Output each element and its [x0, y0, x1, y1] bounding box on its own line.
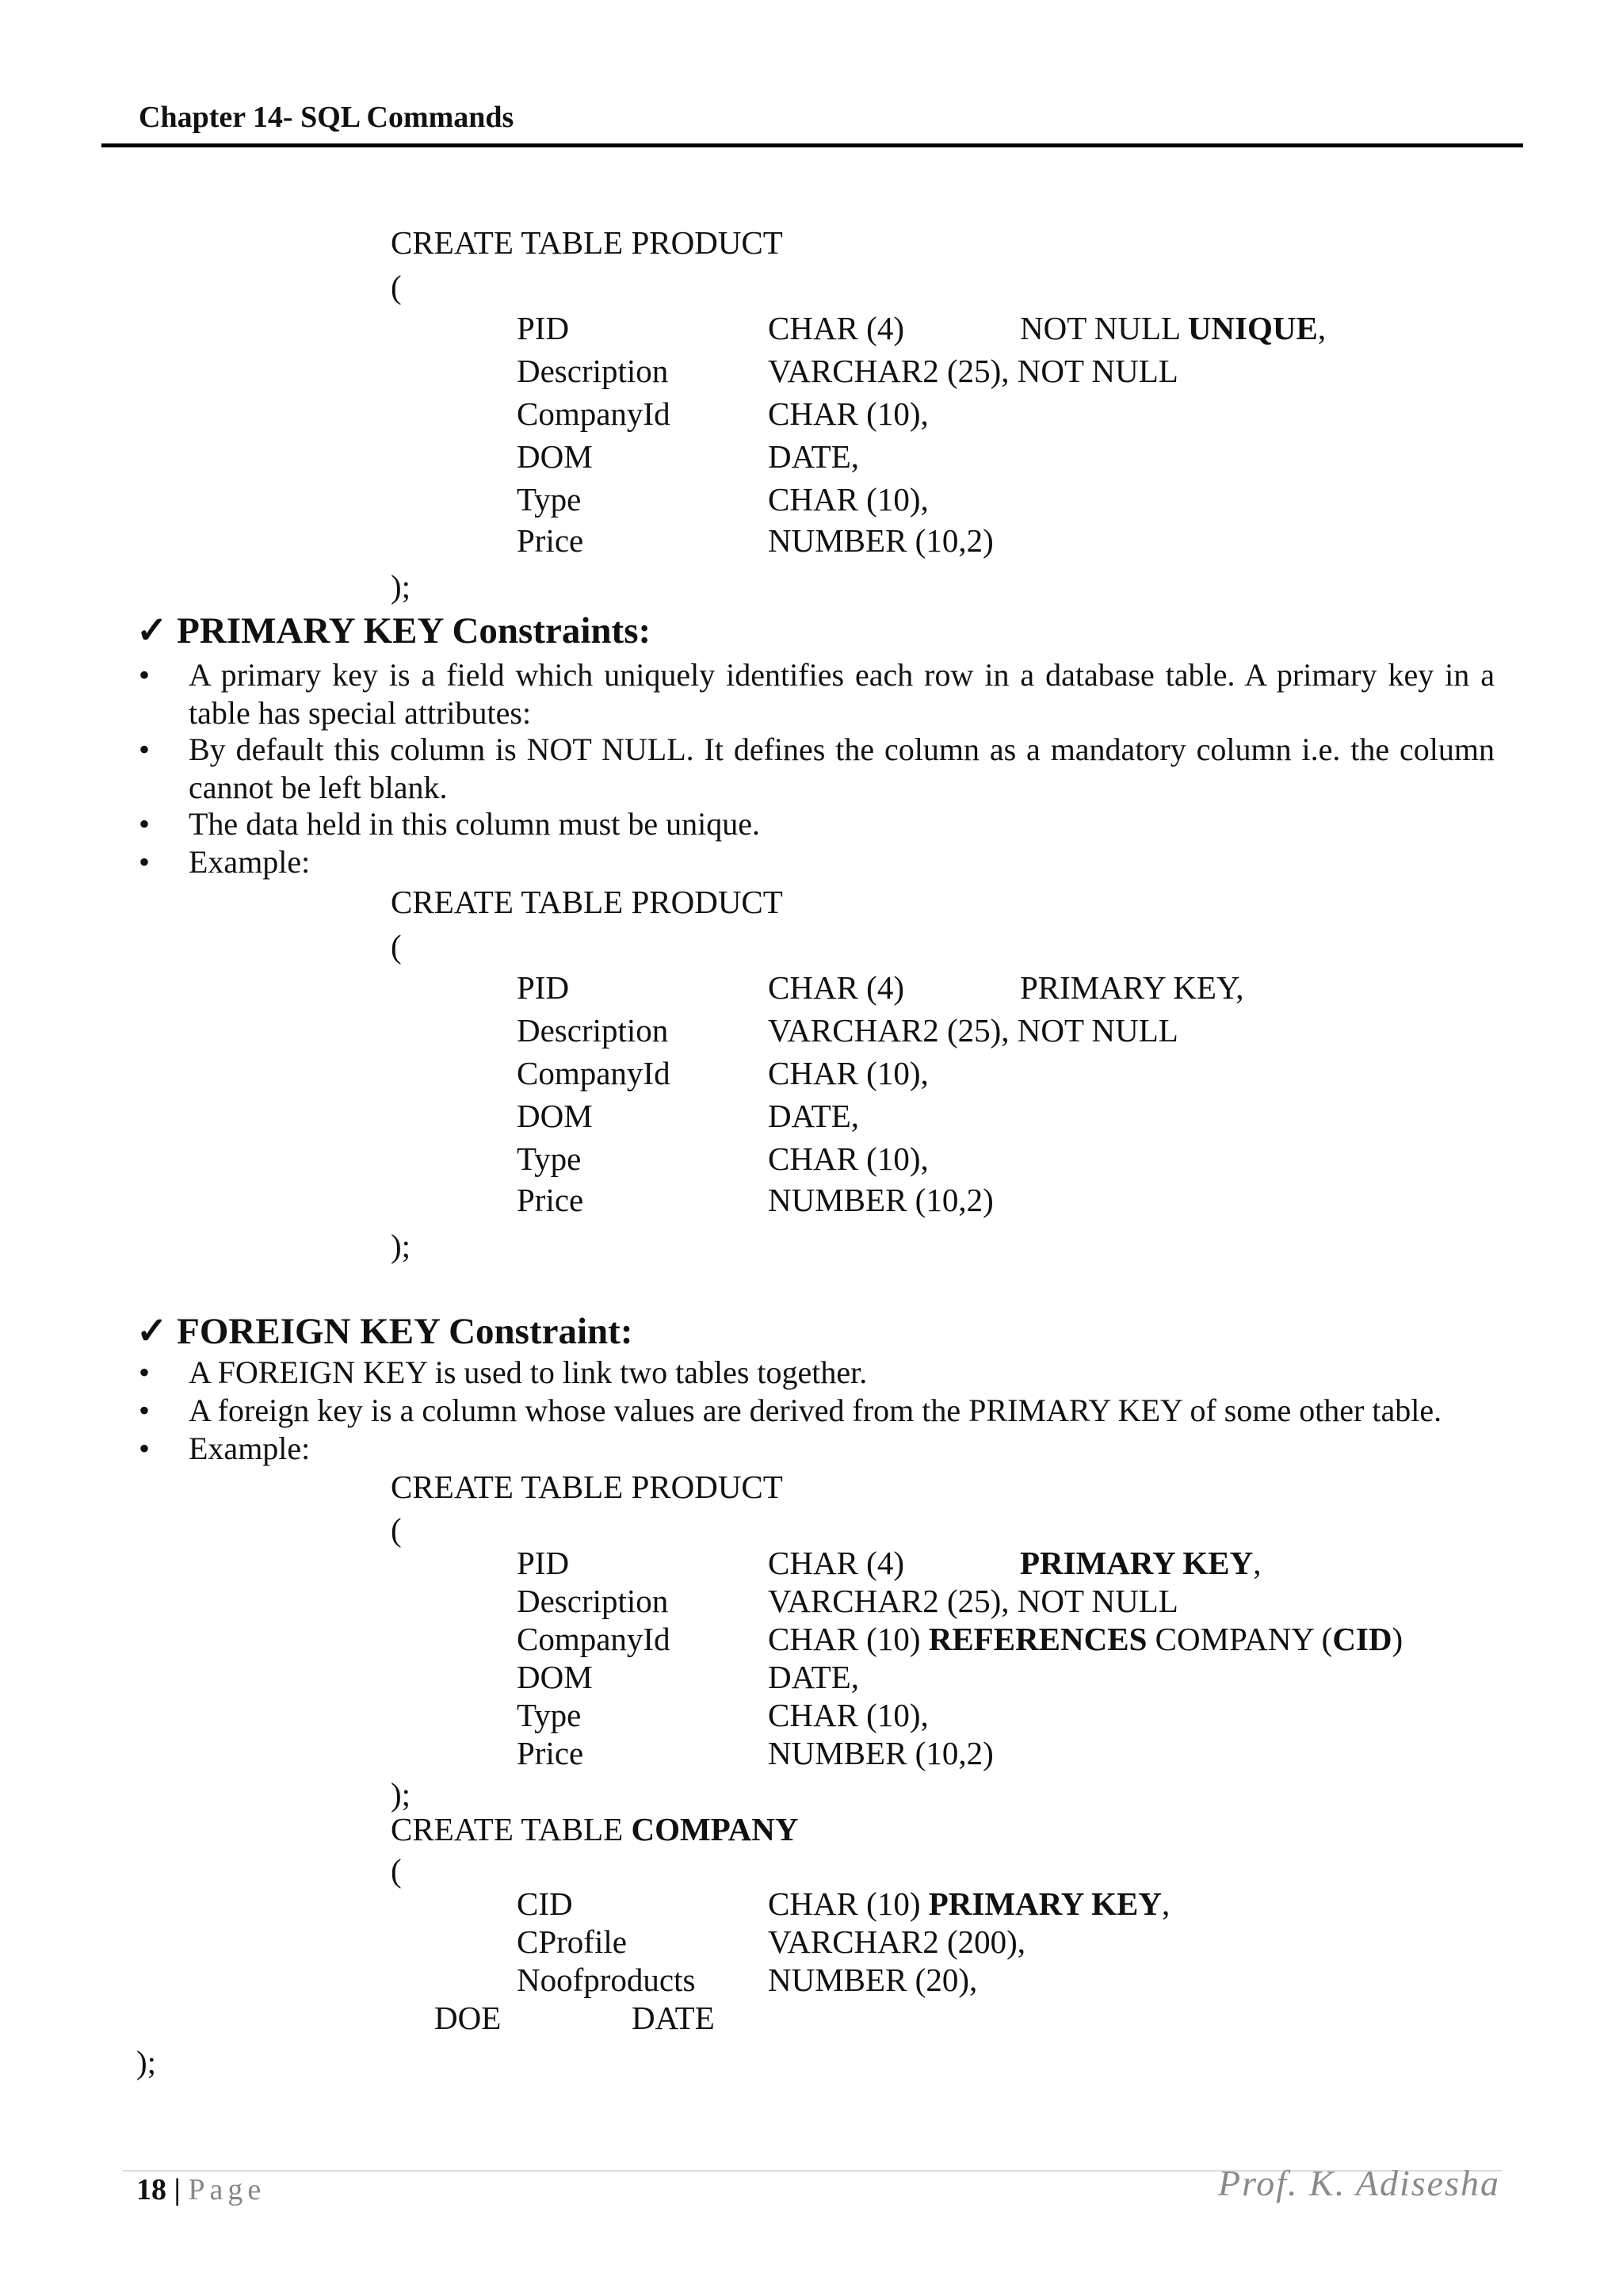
- bullet-text: A foreign key is a column whose values are derived from the PRIMARY KEY of some other table.: [189, 1392, 1442, 1428]
- bullet-icon: •: [139, 1431, 151, 1466]
- code-type: VARCHAR2 (25), NOT NULL: [768, 353, 1178, 389]
- code-constraint: NOT NULL UNIQUE,: [1020, 310, 1327, 346]
- code-close: );: [391, 1776, 411, 1813]
- page-number: 18 | Page: [136, 2173, 266, 2206]
- bullet-text: The data held in this column must be unique.: [189, 806, 760, 842]
- bullet-text: Example:: [189, 844, 311, 880]
- code-col: DOM: [517, 438, 593, 475]
- code-type: DATE,: [768, 1659, 860, 1695]
- code-constraint: PRIMARY KEY,: [1020, 969, 1244, 1006]
- code-col: Description: [517, 1012, 669, 1049]
- code-type: CHAR (4): [768, 310, 904, 346]
- code-col: PID: [517, 969, 570, 1006]
- code-col: DOM: [517, 1098, 593, 1134]
- code-type: VARCHAR2 (25), NOT NULL: [768, 1583, 1178, 1619]
- bullet-icon: •: [139, 806, 151, 842]
- code-open-paren: (: [391, 928, 402, 965]
- footer-author: Prof. K. Adisesha: [1217, 2163, 1500, 2203]
- code-type: DATE,: [768, 1098, 860, 1134]
- code-close: );: [136, 2044, 157, 2080]
- bullet-icon: •: [139, 844, 151, 880]
- code-close: );: [391, 568, 411, 605]
- code-type: CHAR (4): [768, 1545, 904, 1581]
- code-create: CREATE TABLE PRODUCT: [391, 224, 783, 261]
- code-type: CHAR (10),: [768, 1140, 929, 1177]
- code-col: CProfile: [517, 1924, 627, 1960]
- bullet-icon: •: [139, 657, 151, 693]
- code-type: NUMBER (10,2): [768, 1735, 994, 1771]
- code-type: DATE: [632, 2000, 715, 2036]
- header-rule: [101, 143, 1523, 147]
- code-type-references: CHAR (10) REFERENCES COMPANY (CID): [768, 1621, 1403, 1657]
- code-col: Price: [517, 522, 584, 559]
- code-col: CompanyId: [517, 1055, 670, 1091]
- code-close: );: [391, 1228, 411, 1264]
- bullet-text: Example:: [189, 1431, 311, 1466]
- code-type: CHAR (10),: [768, 395, 929, 432]
- bullet-text: A primary key is a field which uniquely identifies each row in a database table. A primary key in a table has special attributes:: [189, 657, 1495, 731]
- code-type: NUMBER (10,2): [768, 1182, 994, 1218]
- code-type: CHAR (10),: [768, 481, 929, 518]
- section-heading-primary-key: ✓ PRIMARY KEY Constraints:: [136, 610, 651, 651]
- code-open-paren: (: [391, 1852, 402, 1889]
- code-create: CREATE TABLE PRODUCT: [391, 1469, 783, 1505]
- code-col: CompanyId: [517, 1621, 670, 1657]
- code-type: NUMBER (20),: [768, 1962, 978, 1998]
- code-type: CHAR (10) PRIMARY KEY,: [768, 1885, 1170, 1922]
- bullet-icon: •: [139, 732, 151, 767]
- code-open-paren: (: [391, 1511, 402, 1548]
- code-type: DATE,: [768, 438, 860, 475]
- code-col: PID: [517, 1545, 570, 1581]
- code-create-company: CREATE TABLE COMPANY: [391, 1811, 799, 1847]
- code-col: Price: [517, 1182, 584, 1218]
- code-type: CHAR (4): [768, 969, 904, 1006]
- code-col: CID: [517, 1885, 573, 1922]
- code-col: PID: [517, 310, 570, 346]
- code-type: CHAR (10),: [768, 1055, 929, 1091]
- code-type: VARCHAR2 (25), NOT NULL: [768, 1012, 1178, 1049]
- bullet-icon: •: [139, 1392, 151, 1428]
- code-col: Type: [517, 1697, 582, 1733]
- bullet-text: A FOREIGN KEY is used to link two tables together.: [189, 1354, 868, 1390]
- code-col: DOM: [517, 1659, 593, 1695]
- chapter-header: Chapter 14- SQL Commands: [139, 101, 514, 134]
- code-col: Noofproducts: [517, 1962, 696, 1998]
- section-heading-foreign-key: ✓ FOREIGN KEY Constraint:: [136, 1311, 633, 1352]
- code-open-paren: (: [391, 269, 402, 305]
- code-create: CREATE TABLE PRODUCT: [391, 884, 783, 920]
- bullet-text: By default this column is NOT NULL. It defines the column as a mandatory column i.e. the column cannot be left blank.: [189, 732, 1495, 805]
- code-col: Price: [517, 1735, 584, 1771]
- code-constraint: PRIMARY KEY,: [1020, 1545, 1262, 1581]
- code-col: Type: [517, 481, 582, 518]
- code-type: NUMBER (10,2): [768, 522, 994, 559]
- code-type: VARCHAR2 (200),: [768, 1924, 1025, 1960]
- bullet-icon: •: [139, 1354, 151, 1390]
- code-col: CompanyId: [517, 395, 670, 432]
- code-col: DOE: [434, 2000, 502, 2036]
- code-col: Type: [517, 1140, 582, 1177]
- code-type: CHAR (10),: [768, 1697, 929, 1733]
- code-col: Description: [517, 1583, 669, 1619]
- code-col: Description: [517, 353, 669, 389]
